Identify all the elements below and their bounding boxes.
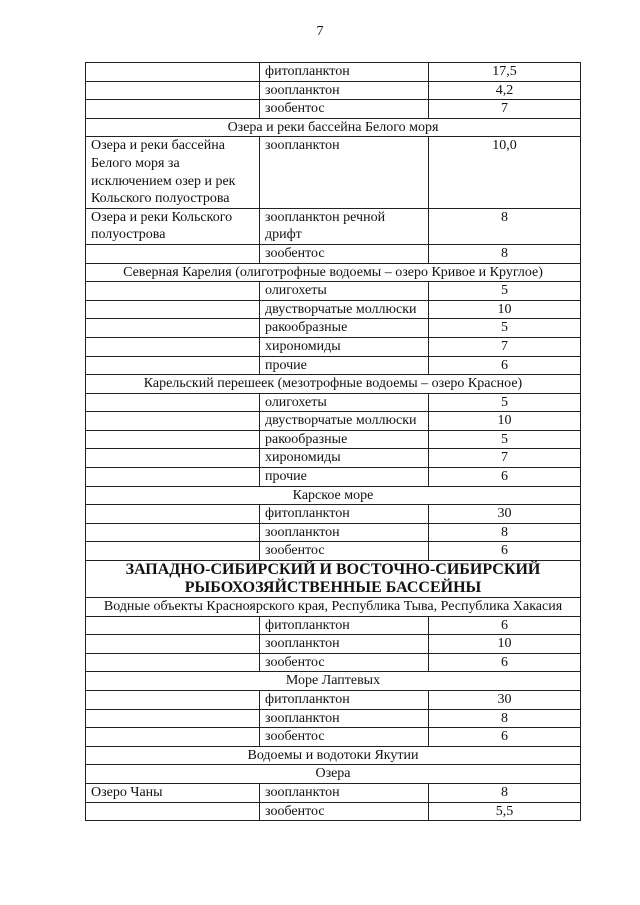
- food-organism-cell: зоопланктон: [260, 783, 429, 802]
- water-body-cell: [86, 430, 260, 449]
- food-organism-cell: фитопланктон: [260, 691, 429, 710]
- value-cell: 10: [429, 412, 581, 431]
- water-body-cell: [86, 81, 260, 100]
- value-cell: 8: [429, 783, 581, 802]
- table-row: [86, 616, 581, 635]
- food-organism-cell: зоопланктон речной дрифт: [260, 208, 429, 244]
- water-body-cell: [86, 300, 260, 319]
- water-body-cell: Озера и реки бассейна Белого моря за исключением озер и рек Кольского полуострова: [86, 137, 260, 208]
- water-body-cell: [86, 542, 260, 561]
- table-row: [86, 691, 581, 710]
- table-row: [86, 282, 581, 301]
- table-row: [86, 728, 581, 747]
- water-body-cell: [86, 356, 260, 375]
- value-cell: 5: [429, 430, 581, 449]
- value-cell: 7: [429, 449, 581, 468]
- table-row: [86, 100, 581, 119]
- value-cell: 5: [429, 282, 581, 301]
- value-cell: 7: [429, 337, 581, 356]
- value-cell: 30: [429, 691, 581, 710]
- section-row: [86, 486, 581, 505]
- food-organism-cell: ракообразные: [260, 319, 429, 338]
- table-row: [86, 337, 581, 356]
- section-row: [86, 118, 581, 137]
- food-organism-cell: фитопланктон: [260, 505, 429, 524]
- value-cell: 6: [429, 616, 581, 635]
- value-cell: 30: [429, 505, 581, 524]
- table-row: [86, 137, 581, 208]
- water-body-cell: [86, 319, 260, 338]
- water-body-cell: [86, 244, 260, 263]
- value-cell: 8: [429, 208, 581, 244]
- value-cell: 10: [429, 300, 581, 319]
- food-organism-cell: зообентос: [260, 100, 429, 119]
- value-cell: 5: [429, 393, 581, 412]
- table-row: [86, 523, 581, 542]
- food-organism-cell: зообентос: [260, 542, 429, 561]
- value-cell: 8: [429, 709, 581, 728]
- table-row: [86, 393, 581, 412]
- food-organism-cell: олигохеты: [260, 282, 429, 301]
- food-organism-cell: фитопланктон: [260, 616, 429, 635]
- table-row: [86, 356, 581, 375]
- section-title: Озера: [86, 765, 581, 784]
- food-organism-cell: двустворчатые моллюски: [260, 412, 429, 431]
- food-organism-cell: зоопланктон: [260, 137, 429, 208]
- food-organism-cell: зообентос: [260, 653, 429, 672]
- value-cell: 6: [429, 728, 581, 747]
- section-row: [86, 375, 581, 394]
- table-row: [86, 505, 581, 524]
- water-body-cell: [86, 337, 260, 356]
- table-body: [86, 63, 581, 821]
- water-body-cell: Озера и реки Кольского полуострова: [86, 208, 260, 244]
- table-row: [86, 63, 581, 82]
- section-row: [86, 598, 581, 617]
- water-body-cell: [86, 728, 260, 747]
- value-cell: 8: [429, 244, 581, 263]
- section-row: [86, 746, 581, 765]
- section-title: Водоемы и водотоки Якутии: [86, 746, 581, 765]
- water-body-cell: [86, 63, 260, 82]
- value-cell: 6: [429, 468, 581, 487]
- table-row: [86, 81, 581, 100]
- section-row: [86, 765, 581, 784]
- food-organism-cell: олигохеты: [260, 393, 429, 412]
- section-title: Водные объекты Красноярского края, Республика Тыва, Республика Хакасия: [86, 598, 581, 617]
- value-cell: 10,0: [429, 137, 581, 208]
- section-title: Озера и реки бассейна Белого моря: [86, 118, 581, 137]
- section-title: Карское море: [86, 486, 581, 505]
- water-body-cell: [86, 691, 260, 710]
- section-title: Море Лаптевых: [86, 672, 581, 691]
- water-body-cell: [86, 468, 260, 487]
- basin-heading: ЗАПАДНО-СИБИРСКИЙ И ВОСТОЧНО-СИБИРСКИЙ РЫБОХОЗЯЙСТВЕННЫЕ БАССЕЙНЫ: [86, 561, 581, 598]
- table-row: [86, 542, 581, 561]
- section-title: Северная Карелия (олиготрофные водоемы – озеро Кривое и Круглое): [86, 263, 581, 282]
- value-cell: 5: [429, 319, 581, 338]
- value-cell: 5,5: [429, 802, 581, 821]
- table-row: [86, 319, 581, 338]
- value-cell: 4,2: [429, 81, 581, 100]
- food-organism-cell: зообентос: [260, 728, 429, 747]
- water-body-cell: [86, 616, 260, 635]
- table-row: [86, 208, 581, 244]
- food-organism-cell: ракообразные: [260, 430, 429, 449]
- water-body-cell: [86, 653, 260, 672]
- food-organism-cell: зоопланктон: [260, 81, 429, 100]
- food-organism-cell: зообентос: [260, 802, 429, 821]
- value-cell: 6: [429, 356, 581, 375]
- table-row: [86, 635, 581, 654]
- water-body-cell: [86, 412, 260, 431]
- food-organism-cell: прочие: [260, 468, 429, 487]
- value-cell: 10: [429, 635, 581, 654]
- value-cell: 6: [429, 653, 581, 672]
- food-organism-cell: зоопланктон: [260, 523, 429, 542]
- section-row: [86, 263, 581, 282]
- basin-heading-row: [86, 561, 581, 598]
- water-body-cell: [86, 523, 260, 542]
- water-body-cell: [86, 449, 260, 468]
- section-row: [86, 672, 581, 691]
- water-body-cell: [86, 282, 260, 301]
- section-title: Карельский перешеек (мезотрофные водоемы – озеро Красное): [86, 375, 581, 394]
- food-organism-cell: зообентос: [260, 244, 429, 263]
- value-cell: 7: [429, 100, 581, 119]
- table-row: [86, 300, 581, 319]
- table-row: [86, 783, 581, 802]
- table-row: [86, 802, 581, 821]
- food-organism-cell: двустворчатые моллюски: [260, 300, 429, 319]
- water-body-cell: [86, 100, 260, 119]
- food-organism-cell: фитопланктон: [260, 63, 429, 82]
- water-body-cell: [86, 505, 260, 524]
- food-organism-cell: зоопланктон: [260, 635, 429, 654]
- food-organism-cell: хирономиды: [260, 449, 429, 468]
- data-table: [85, 62, 581, 821]
- table-row: [86, 430, 581, 449]
- water-body-cell: [86, 709, 260, 728]
- table-row: [86, 468, 581, 487]
- page-number: 7: [316, 24, 324, 39]
- table-row: [86, 653, 581, 672]
- food-organism-cell: прочие: [260, 356, 429, 375]
- food-organism-cell: зоопланктон: [260, 709, 429, 728]
- water-body-cell: Озеро Чаны: [86, 783, 260, 802]
- water-body-cell: [86, 393, 260, 412]
- value-cell: 8: [429, 523, 581, 542]
- table-row: [86, 412, 581, 431]
- water-body-cell: [86, 802, 260, 821]
- value-cell: 6: [429, 542, 581, 561]
- table-row: [86, 709, 581, 728]
- water-body-cell: [86, 635, 260, 654]
- value-cell: 17,5: [429, 63, 581, 82]
- table-row: [86, 449, 581, 468]
- table-row: [86, 244, 581, 263]
- food-organism-cell: хирономиды: [260, 337, 429, 356]
